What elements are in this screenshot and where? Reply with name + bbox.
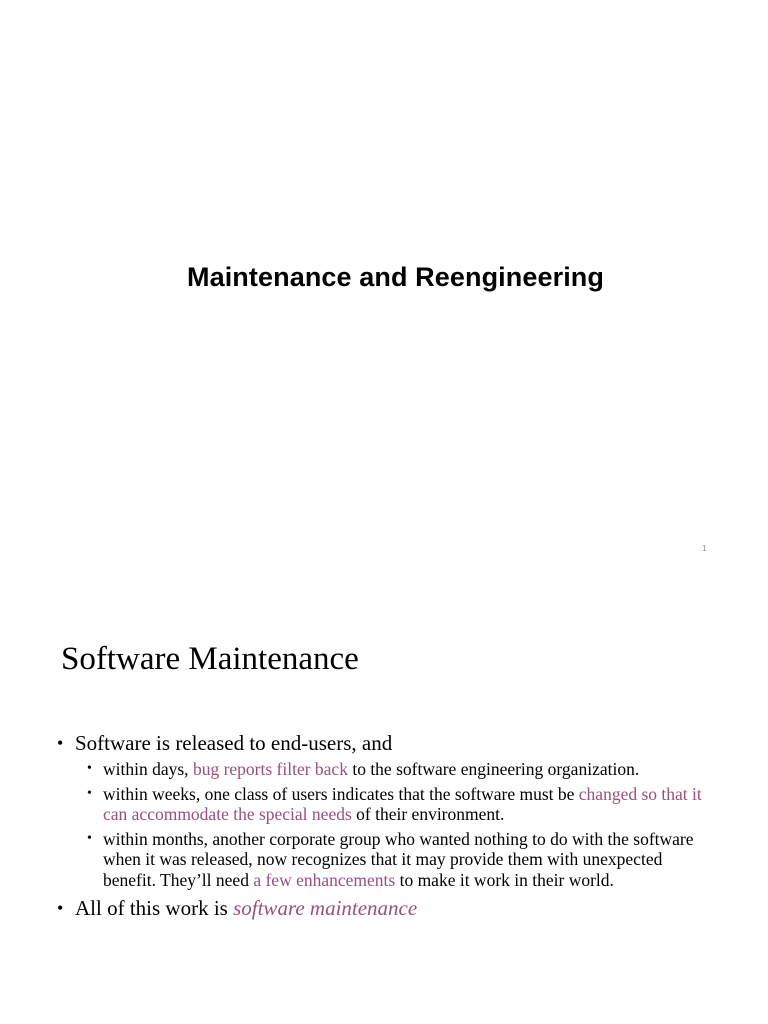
sub-bullet-text: of their environment.	[351, 804, 505, 824]
slide-heading: Software Maintenance	[61, 641, 359, 677]
sub-bullet-text: within weeks, one class of users indicates that the software must be	[103, 783, 579, 804]
sub-bullet-months	[87, 829, 707, 891]
bullet-list	[57, 731, 707, 921]
bullet-maintenance	[57, 896, 707, 921]
sub-bullet-weeks	[87, 784, 707, 825]
bullet-release-text: Software is released to end-users, and	[75, 731, 393, 755]
bullet-maintenance-text: All of this work is	[75, 896, 234, 920]
highlight-text: bug reports filter back	[192, 759, 348, 779]
sub-bullet-text: to the software engineering organization.	[347, 759, 640, 779]
highlight-text: changed so that it can accommodate the special needs	[103, 783, 702, 824]
sub-bullet-list	[75, 759, 707, 890]
highlight-italic-text: software maintenance	[233, 896, 418, 920]
page-number: 1	[702, 544, 707, 553]
sub-bullet-text: within months, another corporate group who wanted nothing to do with the software when it was released, now recognizes that it may provide them with unexpected benefit. They’ll need	[103, 828, 694, 890]
bullet-release	[57, 731, 707, 890]
sub-bullet-text: to make it work in their world.	[395, 869, 614, 890]
sub-bullet-days	[87, 759, 707, 780]
highlight-text: a few enhancements	[253, 869, 396, 890]
sub-bullet-text: within days,	[103, 759, 193, 779]
content-slide	[0, 600, 768, 1024]
slide-title: Maintenance and Reengineering	[187, 262, 604, 292]
